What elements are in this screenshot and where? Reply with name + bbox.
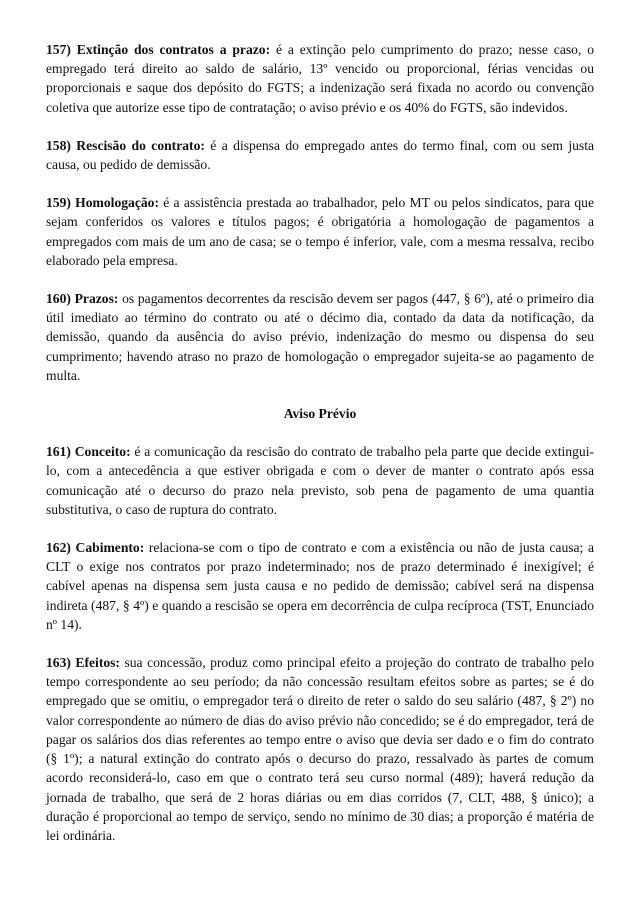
- term-163: 163) Efeitos:: [46, 655, 120, 671]
- paragraph-157: [46, 40, 594, 117]
- text-157: é a extinção pelo cumprimento do prazo; nesse caso, o empregado terá direito ao saldo de salário, 13º vencido ou proporcional, férias vencidas ou proporcionais e saque dos depósito do FGTS; a indenização será fixada no acordo ou convenção coletiva que autorize esse tipo de contratação; o aviso prévio e os 40% do FGTS, são indevidos.: [46, 42, 594, 115]
- text-162: relaciona-se com o tipo de contrato e com a existência ou não de justa causa; a CLT o exige nos contratos por prazo indeterminado; nos de prazo determinado é inexigível; é cabível apenas na dispensa sem justa causa e no pedido de demissão; cabível será na dispensa indireta (487, § 4º) e quando a rescisão se opera em decorrência de culpa recíproca (TST, Enunciado nº 14).: [46, 540, 594, 632]
- section-heading-aviso-previo: Aviso Prévio: [283, 406, 357, 422]
- document-page: [46, 40, 594, 845]
- term-160: 160) Prazos:: [46, 291, 119, 307]
- term-162: 162) Cabimento:: [46, 540, 145, 556]
- term-159: 159) Homologação:: [46, 195, 159, 211]
- paragraph-158: [46, 136, 594, 174]
- paragraph-159: [46, 193, 594, 270]
- paragraph-162: [46, 538, 594, 634]
- paragraph-163: [46, 653, 594, 845]
- text-159: é a assistência prestada ao trabalhador, pelo MT ou pelos sindicatos, para que sejam conferidos os valores e títulos pagos; é obrigatória a homologação de pagamentos a empregados com mais de um ano de casa; se o tempo é inferior, vale, com a mesma ressalva, recibo elaborado pela empresa.: [46, 195, 594, 268]
- term-157: 157) Extinção dos contratos a prazo:: [46, 42, 271, 57]
- paragraph-160: [46, 289, 594, 385]
- term-161: 161) Conceito:: [46, 444, 131, 460]
- text-158: é a dispensa do empregado antes do termo final, com ou sem justa causa, ou pedido de demissão.: [46, 137, 595, 173]
- text-160: os pagamentos decorrentes da rescisão devem ser pagos (447, § 6º), até o primeiro dia útil imediato ao término do contrato ou até o décimo dia, contado da data da notificação, da demissão, quando da ausência do aviso prévio, indenização do mesmo ou dispensa do seu cumprimento; havendo atraso no prazo de homologação o empregador sujeita-se ao pagamento de multa.: [46, 291, 594, 383]
- text-163: sua concessão, produz como principal efeito a projeção do contrato de trabalho pelo tempo correspondente ao seu período; da não concessão resultam efeitos sobre as partes; se é do empregado que se omitiu, o empregador terá o direito de reter o saldo do seu salário (487, § 2º) no valor correspondente ao número de dias do aviso prévio não concedido; se é do empregador, terá de pagar os salários dos dias referentes ao tempo entre o aviso que devia ser dado e o fim do contrato (§ 1º); a natural extinção do contrato após o decurso do prazo, ressalvado às partes de comum acordo reconsiderá-lo, caso em que o contrato terá seu curso normal (489); haverá redução da jornada de trabalho, que será de 2 horas diárias ou em dias corridos (7, CLT, 488, § único); a duração é proporcional ao tempo de serviço, sendo no mínimo de 30 dias; a proporção é matéria de lei ordinária.: [46, 655, 594, 843]
- term-158: 158) Rescisão do contrato:: [46, 137, 205, 153]
- text-161: é a comunicação da rescisão do contrato de trabalho pela parte que decide extingui-lo, com a antecedência a que estiver obrigada e com o dever de manter o contrato após essa comunicação até o decurso do prazo nela previsto, sob pena de pagamento de uma quantia substitutiva, o caso de ruptura do contrato.: [46, 444, 594, 517]
- paragraph-161: [46, 442, 594, 519]
